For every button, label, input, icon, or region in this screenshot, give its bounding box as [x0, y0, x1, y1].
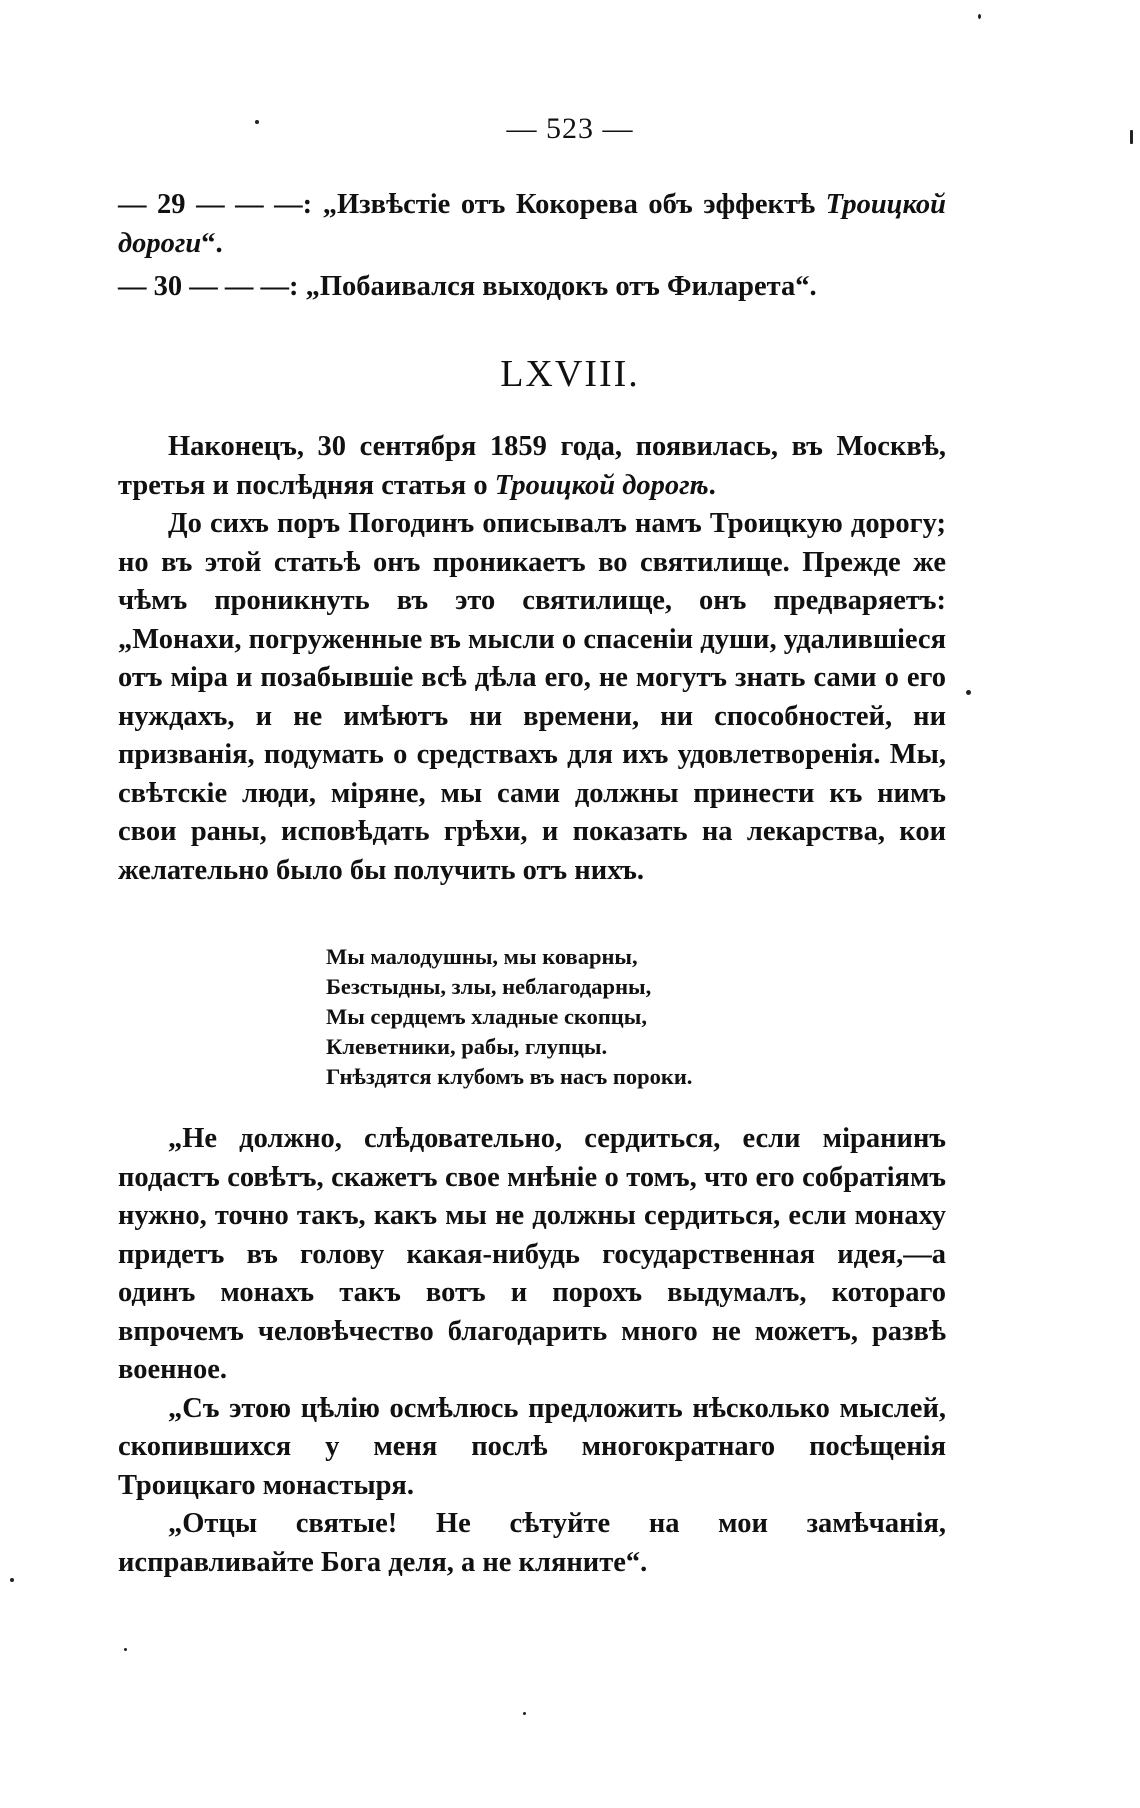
- scan-speck: [1130, 130, 1133, 144]
- entry-text: „Побаивался выходокъ отъ Филарета“.: [305, 271, 817, 302]
- entry-italic: Троицкой дороги: [118, 189, 946, 259]
- scan-speck: [523, 1712, 526, 1715]
- poem-line: Мы малодушны, мы коварны,: [326, 944, 638, 969]
- diary-entry-30: [118, 268, 946, 307]
- text-block-before-poem: [118, 428, 946, 890]
- scan-speck: [255, 120, 259, 124]
- entry-suffix: “.: [201, 227, 223, 259]
- page-number: — 523 —: [506, 112, 634, 145]
- poem-quote: [326, 942, 692, 1092]
- poem-line: Гнѣздятся клубомъ въ насъ пороки.: [326, 1064, 693, 1089]
- paragraph-suffix: .: [708, 469, 716, 501]
- diary-entry-29: [118, 186, 946, 263]
- entry-prefix: — 29 — — —:: [118, 189, 323, 220]
- scan-speck: [10, 1578, 14, 1582]
- entry-prefix: — 30 — — —:: [118, 271, 306, 302]
- text-block-after-poem: [118, 1120, 946, 1582]
- paragraph: [118, 428, 946, 505]
- chapter-title: LXVIII.: [500, 353, 640, 395]
- poem-line: Безстыдны, злы, неблагодарны,: [326, 974, 652, 999]
- paragraph: „Съ этою цѣлію осмѣлюсь предложить нѣсколько мыслей, скопившихся у меня послѣ многократнаго посѣщенія Троицкаго монастыря.: [118, 1392, 946, 1501]
- paragraph: „Отцы святые! Не сѣтуйте на мои замѣчанія, исправливайте Бога деля, а не кляните“.: [118, 1508, 946, 1578]
- scan-speck: [978, 14, 981, 19]
- paragraph-text: Наконецъ, 30 сентября 1859 года, появилась, въ Москвѣ, третья и послѣдняя статья о: [118, 431, 946, 501]
- scan-speck: [124, 1648, 127, 1651]
- poem-line: Мы сердцемъ хладные скопцы,: [326, 1004, 647, 1029]
- paragraph: „Не должно, слѣдовательно, сердиться, если міранинъ подастъ совѣтъ, скажетъ свое мнѣніе о томъ, что его собратіямъ нужно, точно такъ, какъ мы не должны сердиться, если монаху придетъ въ голову какая-нибудь государственная идея,—а одинъ монахъ такъ вотъ и порохъ выдумалъ, котораго впрочемъ человѣчество благодарить много не можетъ, развѣ военное.: [118, 1123, 946, 1385]
- scan-speck: [966, 690, 971, 695]
- poem-line: Клеветники, рабы, глупцы.: [326, 1034, 608, 1059]
- paragraph-italic: Троицкой дорогѣ: [494, 469, 709, 501]
- entry-text: „Извѣстіе отъ Кокорева объ эффектѣ: [322, 189, 826, 220]
- paragraph: До сихъ поръ Погодинъ описывалъ намъ Троицкую дорогу; но въ этой статьѣ онъ проникаетъ во святилище. Прежде же чѣмъ проникнуть въ это святилище, онъ предваряетъ: „Монахи, погруженные въ мысли о спасеніи души, удалившіеся отъ міра и позабывшіе всѣ дѣла его, не могутъ знать сами о его нуждахъ, и не имѣютъ ни времени, ни способностей, ни призванія, подумать о средствахъ для ихъ удовлетворенія. Мы, свѣтскіе люди, міряне, мы сами должны принести къ нимъ свои раны, исповѣдать грѣхи, и показать на лекарства, кои желательно было бы получить отъ нихъ.: [118, 508, 946, 886]
